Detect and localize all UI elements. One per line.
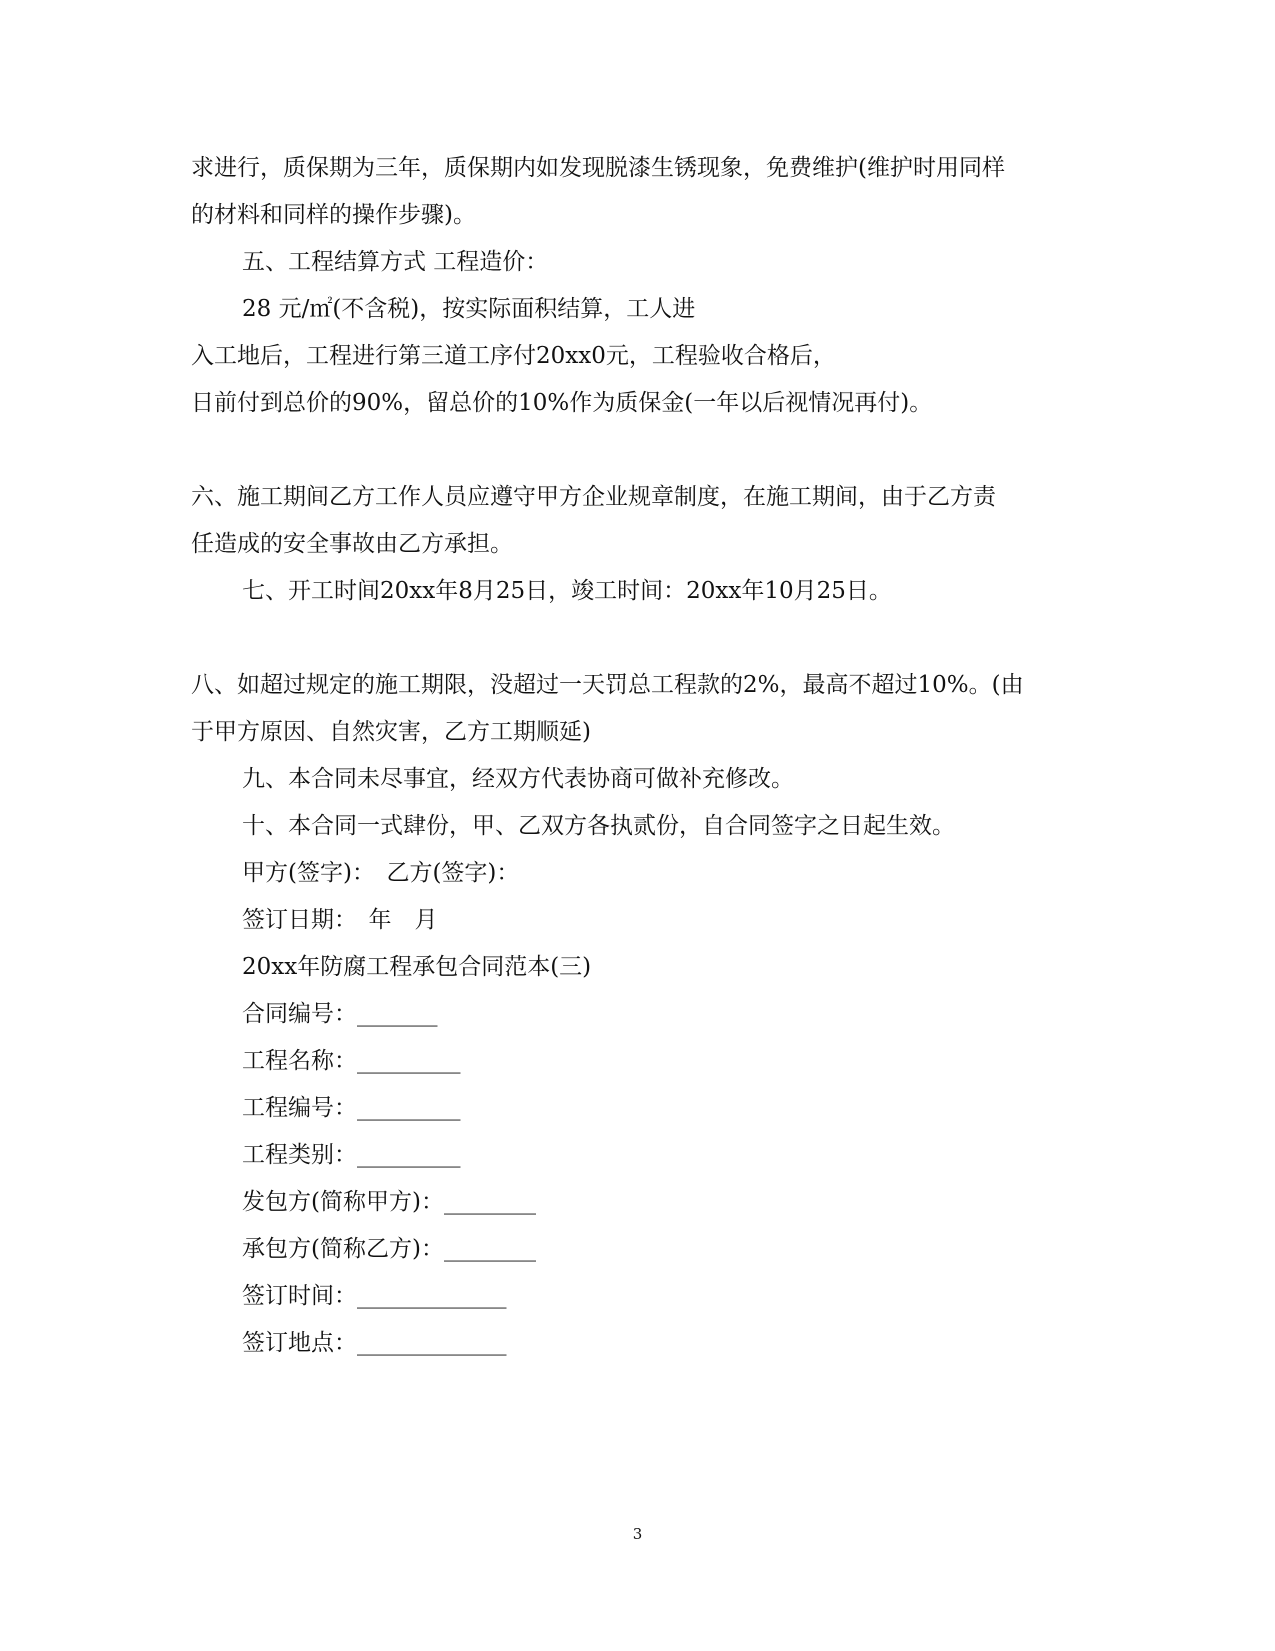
sign-date-line: 签订日期： 年 月 bbox=[242, 907, 438, 933]
text-line: 的材料和同样的操作步骤)。 bbox=[191, 202, 476, 228]
text-line: 入工地后，工程进行第三道工序付20xx0元，工程验收合格后， bbox=[191, 343, 836, 369]
section-heading: 八、如超过规定的施工期限，没超过一天罚总工程款的2%，最高不超过10%。(由 bbox=[191, 672, 1024, 698]
sign-place-field: 签订地点：_____________ bbox=[242, 1330, 507, 1356]
text-line: 任造成的安全事故由乙方承担。 bbox=[191, 531, 513, 557]
project-name-field: 工程名称：_________ bbox=[242, 1048, 461, 1074]
text-line: 于甲方原因、自然灾害，乙方工期顺延) bbox=[191, 719, 591, 745]
text-line: 求进行，质保期为三年，质保期内如发现脱漆生锈现象，免费维护(维护时用同样 bbox=[191, 155, 1005, 181]
page-number: 3 bbox=[632, 1525, 643, 1543]
contract-title: 20xx年防腐工程承包合同范本(三) bbox=[242, 954, 592, 980]
signature-line: 甲方(签字)： 乙方(签字)： bbox=[242, 860, 520, 886]
contract-number-field: 合同编号：_______ bbox=[242, 1001, 438, 1027]
section-heading: 九、本合同未尽事宜，经双方代表协商可做补充修改。 bbox=[242, 766, 794, 792]
party-b-field: 承包方(简称乙方)：________ bbox=[242, 1236, 536, 1262]
sign-time-field: 签订时间：_____________ bbox=[242, 1283, 507, 1309]
section-heading: 五、工程结算方式 工程造价： bbox=[242, 249, 549, 275]
project-category-field: 工程类别：_________ bbox=[242, 1142, 461, 1168]
section-heading: 七、开工时间20xx年8月25日，竣工时间：20xx年10月25日。 bbox=[242, 578, 892, 604]
text-line: 日前付到总价的90%，留总价的10%作为质保金(一年以后视情况再付)。 bbox=[191, 390, 933, 416]
text-line: 28 元/㎡(不含税)，按实际面积结算，工人进 bbox=[242, 296, 696, 322]
party-a-field: 发包方(简称甲方)：________ bbox=[242, 1189, 536, 1215]
section-heading: 十、本合同一式肆份，甲、乙双方各执贰份，自合同签字之日起生效。 bbox=[242, 813, 955, 839]
project-number-field: 工程编号：_________ bbox=[242, 1095, 461, 1121]
section-heading: 六、施工期间乙方工作人员应遵守甲方企业规章制度，在施工期间，由于乙方责 bbox=[191, 484, 996, 510]
